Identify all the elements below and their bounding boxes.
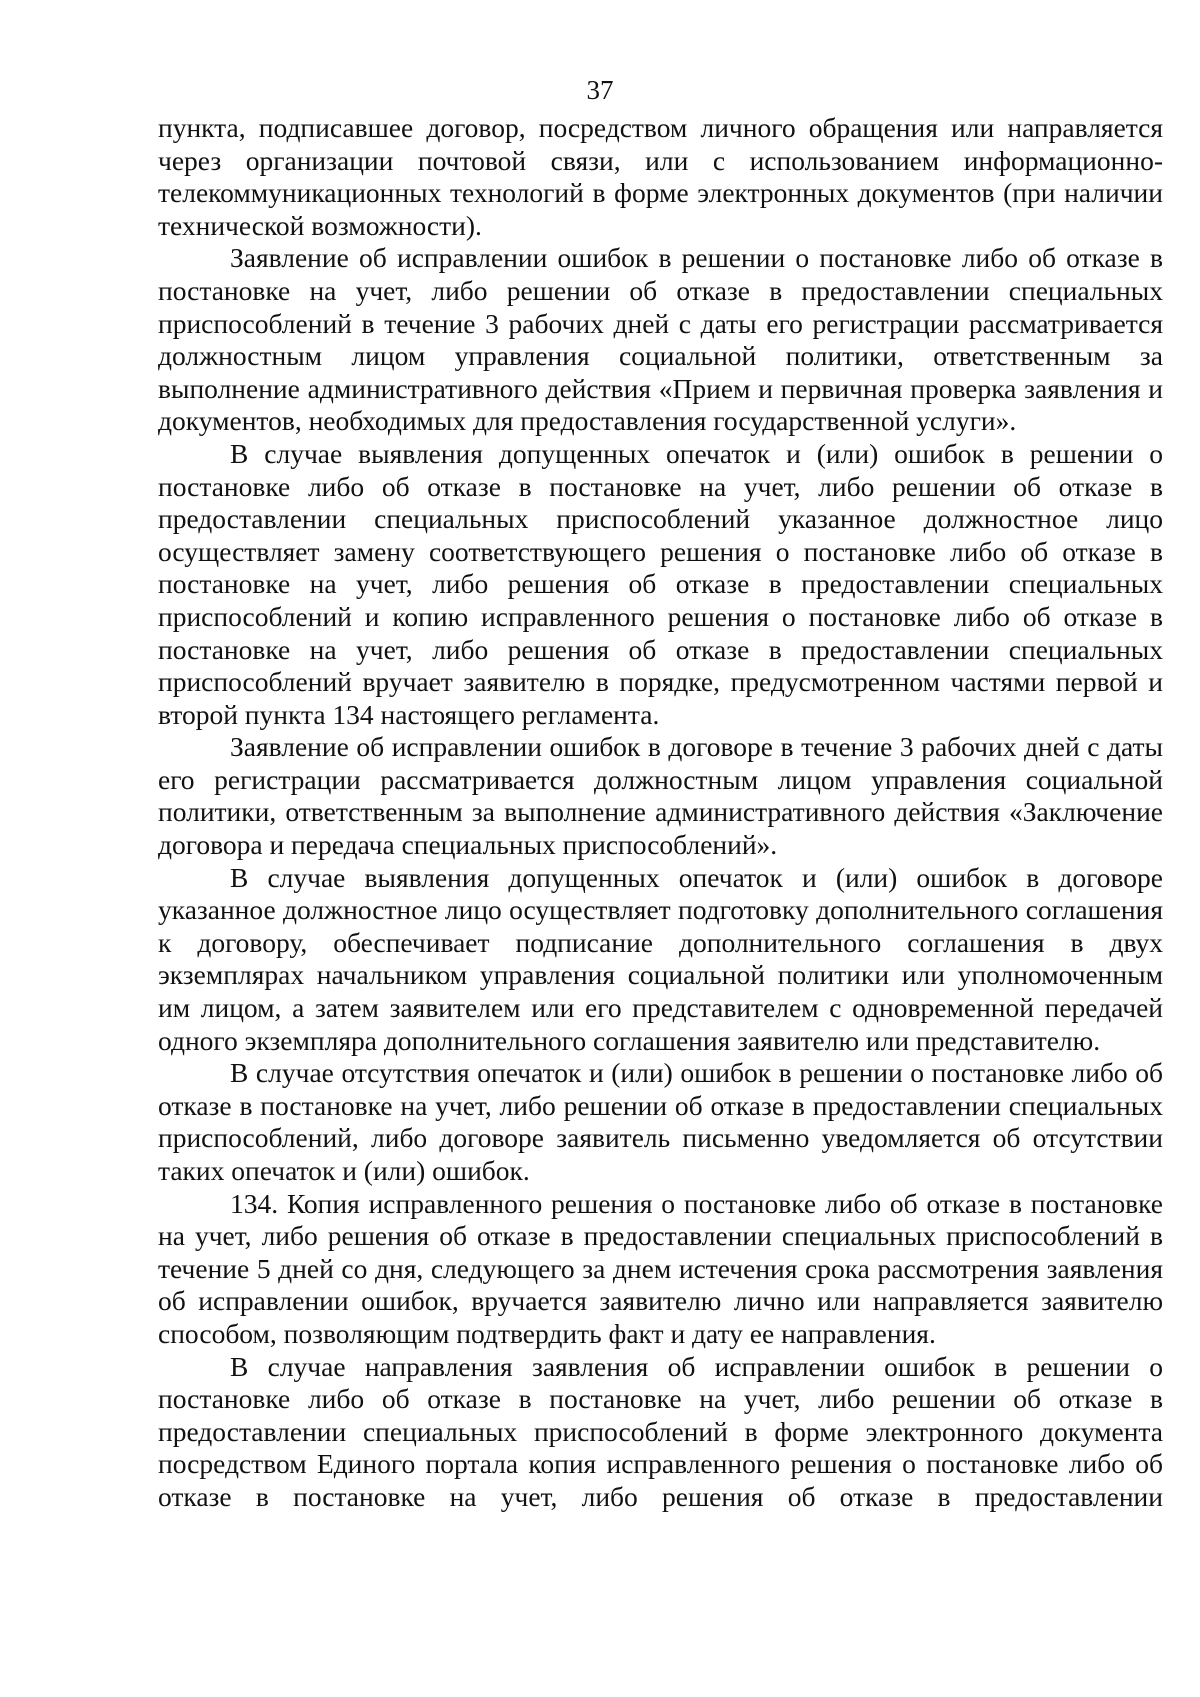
body-text: [158, 112, 1163, 1514]
paragraph-continuation: пункта, подписавшее договор, посредством личного обращения или направляется через организации почтовой связи, или с использованием информационно-телекоммуникационных технологий в форме электронных документов (при наличии технической возможности).: [158, 112, 1163, 241]
paragraph-contract-correction-review: Заявление об исправлении ошибок в договоре в течение 3 рабочих дней с даты его регистрации рассматривается должностным лицом управления социальной политики, ответственным за выполнение административного действия «Заключение договора и передача специальных приспособлений».: [158, 731, 1163, 861]
paragraph-electronic-submission: В случае направления заявления об исправлении ошибок в решении о постановке либо об отказе в постановке на учет, либо решении об отказе в предоставлении специальных приспособлений в форме электронного документа посредством Единого портала копия исправленного решения о постановке либо об отказе в постановке на учет, либо решения об отказе в предоставлении: [158, 1350, 1163, 1512]
page-number: 37: [586, 75, 614, 105]
paragraph-no-errors: В случае отсутствия опечаток и (или) ошибок в решении о постановке либо об отказе в постановке на учет, либо решении об отказе в предоставлении специальных приспособлений, либо договоре заявитель письменно уведомляется об отсутствии таких опечаток и (или) ошибок.: [158, 1057, 1163, 1186]
paragraph-contract-error-found: В случае выявления допущенных опечаток и (или) ошибок в договоре указанное должностное лицо осуществляет подготовку дополнительного соглашения к договору, обеспечивает подписание дополнительного соглашения в двух экземплярах начальником управления социальной политики или уполномоченным им лицом, а затем заявителем или его представителем с одновременной передачей одного экземпляра дополнительного соглашения заявителю или представителю.: [158, 861, 1163, 1056]
paragraph-decision-correction-review: Заявление об исправлении ошибок в решении о постановке либо об отказе в постановке на учет, либо решении об отказе в предоставлении специальных приспособлений в течение 3 рабочих дней с даты его регистрации рассматривается должностным лицом управления социальной политики, ответственным за выполнение административного действия «Прием и первичная проверка заявления и документов, необходимых для предоставления государственной услуги».: [158, 242, 1163, 437]
paragraph-item-134: 134. Копия исправленного решения о постановке либо об отказе в постановке на учет, либо решения об отказе в предоставлении специальных приспособлений в течение 5 дней со дня, следующего за днем истечения срока рассмотрения заявления об исправлении ошибок, вручается заявителю лично или направляется заявителю способом, позволяющим подтвердить факт и дату ее направления.: [158, 1187, 1163, 1349]
paragraph-decision-error-found: В случае выявления допущенных опечаток и (или) ошибок в решении о постановке либо об отказе в постановке на учет, либо решении об отказе в предоставлении специальных приспособлений указанное должностное лицо осуществляет замену соответствующего решения о постановке либо об отказе в постановке на учет, либо решения об отказе в предоставлении специальных приспособлений и копию исправленного решения о постановке либо об отказе в постановке на учет, либо решения об отказе в предоставлении специальных приспособлений вручает заявителю в порядке, предусмотренном частями первой и второй пункта 134 настоящего регламента.: [158, 437, 1163, 730]
